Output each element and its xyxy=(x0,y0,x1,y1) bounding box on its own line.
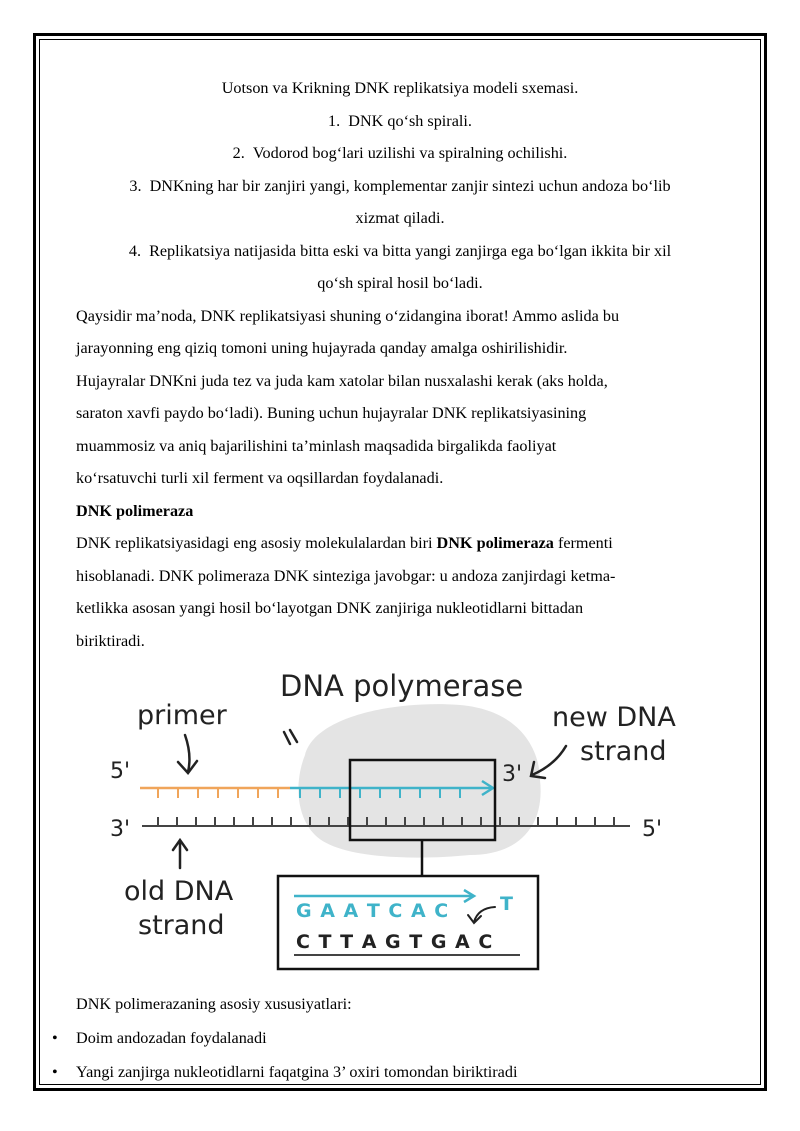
step-4: 4. Replikatsiya natijasida bitta eski va bitta yangi zanjirga ega bo‘lgan ikkita bir xil xyxy=(128,241,672,260)
label-5-prime-bottom: 5' xyxy=(642,817,663,842)
primer-strand xyxy=(140,788,290,798)
sequence-template: C T T A G T G A C xyxy=(296,931,494,953)
sequence-new: G A A T C A C xyxy=(296,900,450,922)
properties-heading: DNK polimerazaning asosiy xususiyatlari: xyxy=(76,995,352,1013)
step-1: 1. DNK qo‘sh spirali. xyxy=(328,111,472,130)
label-old-strand-1: old DNA xyxy=(124,876,234,907)
step-2: 2. Vodorod bog‘lari uzilishi va spiralning ochilishi. xyxy=(232,144,568,162)
motion-mark xyxy=(284,730,297,744)
document-body xyxy=(76,72,724,657)
label-dna-polymerase: DNA polymerase xyxy=(280,669,524,703)
label-new-strand-2: strand xyxy=(580,736,667,767)
step-3-cont: xizmat qiladi. xyxy=(355,209,445,227)
label-old-strand-2: strand xyxy=(138,910,225,941)
step-3: 3. DNKning har bir zanjiri yangi, komplementar zanjir sintezi uchun andoza bo‘lib xyxy=(129,176,671,195)
dna-polymerase-figure xyxy=(100,660,710,985)
label-5-prime-top: 5' xyxy=(110,759,131,784)
primer-arrow xyxy=(178,735,197,773)
label-3-prime-top: 3' xyxy=(502,762,523,787)
old-strand-arrow xyxy=(173,840,187,868)
paragraph-replication-intro: Qaysidir ma’noda, DNK replikatsiyasi shuning o‘zidangina iborat! Ammo aslida bu jarayonning eng qiziq tomoni uning hujayrada qanday amalga oshirilishidir. Hujayralar DNKni juda tez va juda kam xatolar bilan nusxalashi kerak (aks holda, saraton xavfi paydo bo‘ladi). Buning uchun hujayralar DNK replikatsiyasining muammosiz va aniq bajarilishini ta’minlash maqsadida birgalikda faoliyat ko‘rsatuvchi turli xil ferment va oqsillardan foydalanadi. xyxy=(76,306,620,487)
document-title: Uotson va Krikning DNK replikatsiya modeli sxemasi. xyxy=(221,79,579,97)
list-item: • Yangi zanjirga nukleotidlarni faqatgina 3’ oxiri tomondan biriktiradi xyxy=(76,1055,736,1089)
bullet: • xyxy=(52,1063,58,1081)
label-primer: primer xyxy=(137,700,227,731)
list-item: • Doim andozadan foydalanadi xyxy=(76,1021,736,1055)
label-new-strand-1: new DNA xyxy=(552,702,676,733)
paragraph-polymerase: DNK replikatsiyasidagi eng asosiy molekulalardan biri DNK polimeraza fermenti hisoblanadi. DNK polimeraza DNK sinteziga javobgar: u andoza zanjirdagi ketma- ketlikka asosan yangi hosil bo‘layotgan DNK zanjiriga nukleotidlarni bittadan biriktiradi. xyxy=(76,534,616,650)
label-3-prime-bottom: 3' xyxy=(110,817,131,842)
bullet: • xyxy=(52,1029,58,1047)
properties-section xyxy=(52,987,736,1089)
step-4-cont: qo‘sh spiral hosil bo‘ladi. xyxy=(317,274,483,292)
old-strand xyxy=(142,817,630,826)
section-heading: DNK polimeraza xyxy=(76,501,194,520)
sequence-incoming: T xyxy=(500,893,513,915)
